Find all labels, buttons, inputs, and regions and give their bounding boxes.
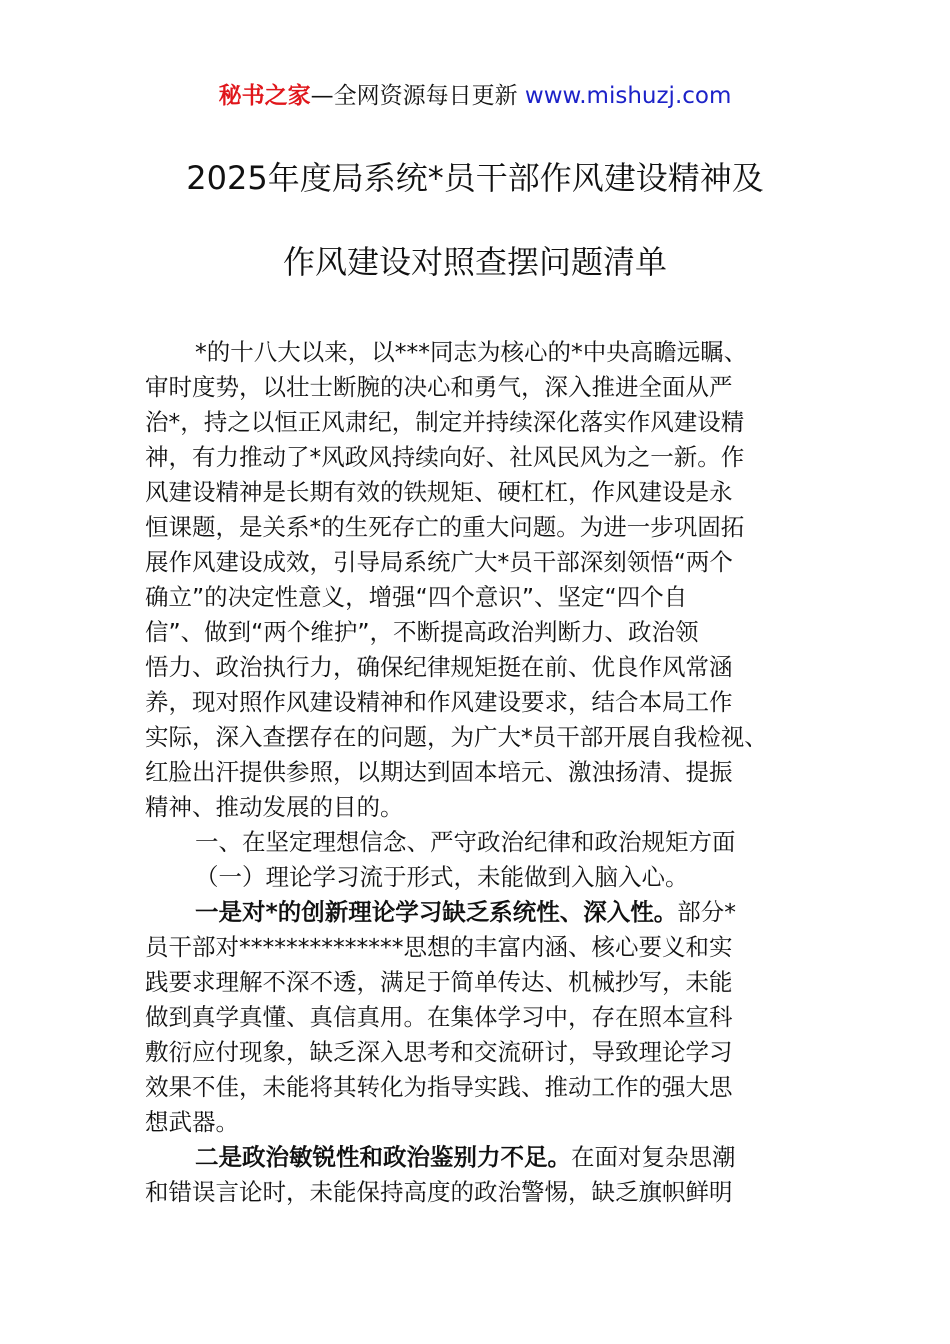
point-2-text: 在面对复杂思潮: [571, 1143, 736, 1171]
section-heading: 一、在坚定理想信念、严守政治纪律和政治规矩方面: [195, 828, 736, 856]
intro-line: 红脸出汗提供参照，以期达到固本培元、激浊扬清、提振: [145, 758, 733, 786]
intro-line: 养，现对照作风建设精神和作风建设要求，结合本局工作: [145, 688, 733, 716]
site-url-link[interactable]: www.mishuzj.com: [524, 83, 732, 109]
intro-line: 确立”的决定性意义，增强“四个意识”、坚定“四个自: [145, 583, 688, 611]
intro-line: 恒课题，是关系*的生死存亡的重大问题。为进一步巩固拓: [145, 513, 745, 541]
document-body: [145, 335, 805, 1210]
point-1-line: 员干部对**************思想的丰富内涵、核心要义和实: [145, 933, 733, 961]
point-1-line: 做到真学真懂、真信真用。在集体学习中，存在照本宣科: [145, 1003, 733, 1031]
intro-line: 风建设精神是长期有效的铁规矩、硬杠杠，作风建设是永: [145, 478, 733, 506]
point-1-line: 敷衍应付现象，缺乏深入思考和交流研讨，导致理论学习: [145, 1038, 733, 1066]
point-2-first-line: [145, 1140, 805, 1175]
intro-line: 展作风建设成效，引导局系统广大*员干部深刻领悟“两个: [145, 548, 733, 576]
point-1-heading: 一是对*的创新理论学习缺乏系统性、深入性。: [195, 898, 678, 926]
point-2-heading: 二是政治敏锐性和政治鉴别力不足。: [195, 1143, 571, 1171]
site-banner: [0, 80, 950, 112]
intro-line: 信”、做到“两个维护”，不断提高政治判断力、政治领: [145, 618, 699, 646]
intro-line: 审时度势，以壮士断腕的决心和勇气，深入推进全面从严: [145, 373, 733, 401]
subsection-heading: （一）理论学习流于形式，未能做到入脑入心。: [195, 863, 689, 891]
site-brand: 秘书之家: [218, 83, 311, 109]
intro-line: 神，有力推动了*风政风持续向好、社风民风为之一新。作: [145, 443, 745, 471]
intro-line: 精神、推动发展的目的。: [145, 793, 404, 821]
intro-line: 治*，持之以恒正风肃纪，制定并持续深化落实作风建设精: [145, 408, 745, 436]
document-title-line-1: 2025年度局系统*员干部作风建设精神及: [186, 159, 764, 197]
intro-line: 实际，深入查摆存在的问题，为广大*员干部开展自我检视、: [145, 723, 768, 751]
intro-line: *的十八大以来，以***同志为核心的*中央高瞻远瞩、: [195, 338, 748, 366]
point-1-line: 践要求理解不深不透，满足于简单传达、机械抄写，未能: [145, 968, 733, 996]
point-1-text: 部分*: [677, 898, 737, 926]
point-1-line: 想武器。: [145, 1108, 239, 1136]
intro-line: 悟力、政治执行力，确保纪律规矩挺在前、优良作风常涵: [145, 653, 733, 681]
document-title-line-2: 作风建设对照查摆问题清单: [282, 243, 667, 281]
point-1-line: 效果不佳，未能将其转化为指导实践、推动工作的强大思: [145, 1073, 733, 1101]
site-tagline: —全网资源每日更新: [310, 83, 518, 109]
point-2-line: 和错误言论时，未能保持高度的政治警惕，缺乏旗帜鲜明: [145, 1178, 733, 1206]
point-1-first-line: [145, 895, 805, 930]
